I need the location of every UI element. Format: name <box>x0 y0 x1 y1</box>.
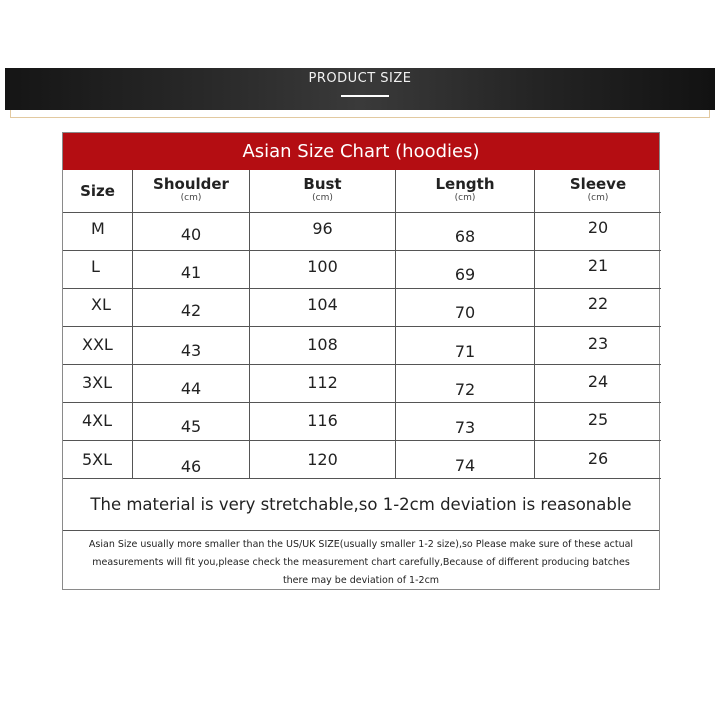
cell-sleeve <box>535 327 661 365</box>
cell-bust <box>250 289 396 327</box>
cell-bust <box>250 403 396 441</box>
cell-size <box>63 251 133 289</box>
cell-value: 73 <box>454 418 476 437</box>
cell-bust <box>250 441 396 479</box>
banner-divider <box>10 117 710 118</box>
cell-value: 45 <box>180 417 202 436</box>
cell-shoulder <box>133 251 250 289</box>
header-sleeve <box>535 170 661 213</box>
table-row <box>63 327 659 365</box>
cell-value: 68 <box>454 227 476 246</box>
cell-size <box>63 213 133 251</box>
cell-value: L <box>91 257 100 276</box>
cell-shoulder <box>133 403 250 441</box>
header-bust-label: Bust <box>303 175 342 193</box>
cell-value: 3XL <box>82 373 113 392</box>
cell-shoulder <box>133 213 250 251</box>
table-row <box>63 441 659 479</box>
header-size-label: Size <box>80 182 115 200</box>
cell-value: 74 <box>454 456 476 475</box>
table-row <box>63 251 659 289</box>
disclaimer-line: Asian Size usually more smaller than the US/UK SIZE(usually smaller 1-2 size),so Please make sure of these actual <box>88 539 634 550</box>
cell-value: 43 <box>180 341 202 360</box>
cell-bust <box>250 327 396 365</box>
header-length <box>396 170 535 213</box>
cell-value: 20 <box>587 218 609 237</box>
cell-shoulder <box>133 365 250 403</box>
cell-value: 100 <box>307 257 338 276</box>
cell-size <box>63 365 133 403</box>
stretch-note: The material is very stretchable,so 1-2cm deviation is reasonable <box>63 479 659 531</box>
cell-value: 4XL <box>82 411 113 430</box>
cell-sleeve <box>535 441 661 479</box>
header-bust <box>250 170 396 213</box>
cell-value: 71 <box>454 342 476 361</box>
cell-value: 112 <box>307 373 338 392</box>
cell-size <box>63 403 133 441</box>
cell-value: 5XL <box>82 450 113 469</box>
cell-length <box>396 441 535 479</box>
cell-shoulder <box>133 327 250 365</box>
header-length-label: Length <box>435 175 495 193</box>
disclaimer-line: measurements will fit you,please check the measurement chart carefully,Because of different producing batches <box>92 557 630 568</box>
cell-sleeve <box>535 365 661 403</box>
cell-value: 96 <box>312 219 333 238</box>
cell-sleeve <box>535 251 661 289</box>
size-chart <box>62 132 660 590</box>
cell-value: 72 <box>454 380 476 399</box>
cell-value: XL <box>91 295 111 314</box>
table-row <box>63 289 659 327</box>
disclaimer-line: there may be deviation of 1-2cm <box>282 575 440 586</box>
cell-sleeve <box>535 403 661 441</box>
table-row <box>63 365 659 403</box>
cell-shoulder <box>133 289 250 327</box>
cell-value: 116 <box>307 411 338 430</box>
cell-sleeve <box>535 289 661 327</box>
cell-size <box>63 289 133 327</box>
header-shoulder-unit: (cm) <box>180 193 202 203</box>
product-size-banner <box>5 68 715 110</box>
header-sleeve-unit: (cm) <box>587 193 609 203</box>
cell-shoulder <box>133 441 250 479</box>
cell-sleeve <box>535 213 661 251</box>
cell-value: 40 <box>180 225 202 244</box>
cell-length <box>396 251 535 289</box>
cell-value: 44 <box>180 379 202 398</box>
chart-title: Asian Size Chart (hoodies) <box>63 133 659 170</box>
cell-value: 120 <box>307 450 338 469</box>
cell-value: 69 <box>454 265 476 284</box>
cell-bust <box>250 251 396 289</box>
cell-value: 108 <box>307 335 338 354</box>
cell-length <box>396 327 535 365</box>
cell-value: 25 <box>587 410 609 429</box>
cell-length <box>396 365 535 403</box>
cell-value: 104 <box>307 295 338 314</box>
header-shoulder-label: Shoulder <box>153 175 229 193</box>
cell-value: 24 <box>587 372 609 391</box>
table-row <box>63 403 659 441</box>
cell-bust <box>250 213 396 251</box>
cell-value: 46 <box>180 457 202 476</box>
cell-length <box>396 403 535 441</box>
header-bust-unit: (cm) <box>312 193 333 203</box>
cell-value: 23 <box>587 334 609 353</box>
cell-bust <box>250 365 396 403</box>
cell-size <box>63 441 133 479</box>
cell-size <box>63 327 133 365</box>
cell-length <box>396 289 535 327</box>
cell-value: 26 <box>587 449 609 468</box>
cell-value: 41 <box>180 263 202 282</box>
cell-value: XXL <box>82 335 113 354</box>
header-length-unit: (cm) <box>454 193 476 203</box>
header-sleeve-label: Sleeve <box>569 175 627 193</box>
header-shoulder <box>133 170 250 213</box>
cell-length <box>396 213 535 251</box>
cell-value: 42 <box>180 301 202 320</box>
size-disclaimer <box>63 533 659 590</box>
banner-underline <box>341 95 389 97</box>
cell-value: 22 <box>587 294 609 313</box>
cell-value: 70 <box>454 303 476 322</box>
cell-value: M <box>91 219 105 238</box>
header-size <box>63 170 133 213</box>
banner-title: PRODUCT SIZE <box>308 71 412 86</box>
cell-value: 21 <box>587 256 609 275</box>
table-row <box>63 213 659 251</box>
